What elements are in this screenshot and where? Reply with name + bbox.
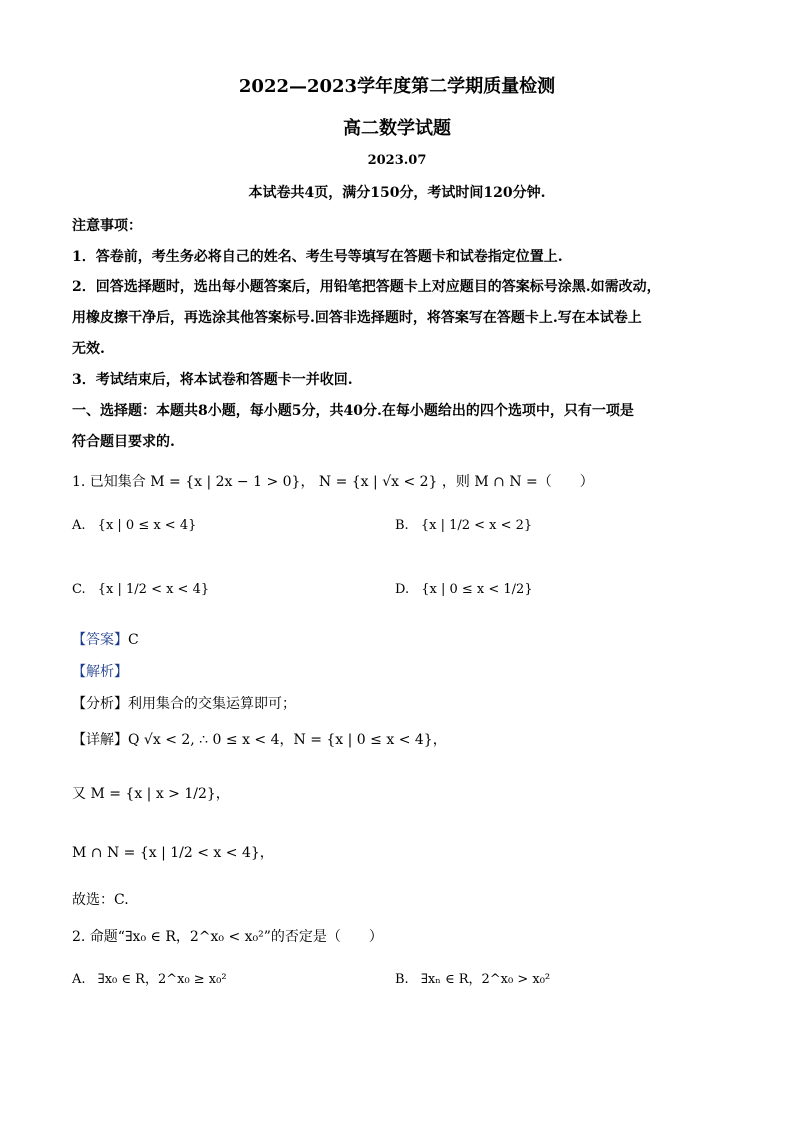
exam-info: 本试卷共4页，满分150分，考试时间120分钟. (248, 185, 546, 201)
option-b-text: {x | 1/2 < x < 2} (420, 518, 533, 533)
detail-line-3: M ∩ N = {x | 1/2 < x < 4}， (72, 845, 274, 861)
option-a-text: {x | 0 ≤ x < 4} (97, 518, 197, 533)
analysis-tag: 【解析】 (72, 664, 128, 680)
question-2-option-b (395, 968, 550, 987)
question-1-option-d (395, 582, 533, 597)
q2-option-a-label: A. (72, 972, 86, 987)
question-1-ask: ，则 M ∩ N =（ ） (441, 474, 594, 490)
question-1-set-m: M = {x | 2x − 1 > 0} (150, 474, 301, 490)
detail-line-1 (72, 729, 447, 749)
detail-conclusion: 故选：C. (72, 892, 129, 908)
section-1-line-1: 一、选择题：本题共8小题，每小题5分，共40分.在每小题给出的四个选项中，只有一项是 (72, 403, 634, 419)
q2-option-b-text: ∃xₙ ∈ R，2^x₀ > x₀² (420, 972, 551, 987)
question-1-option-b (395, 518, 532, 533)
option-b-label: B. (395, 518, 409, 533)
answer-value: C (128, 632, 139, 648)
question-2-stem: 2. 命题“∃x₀ ∈ R，2^x₀ < x₀²”的否定是（ ） (72, 929, 383, 945)
answer-line (72, 629, 139, 649)
notice-item-2-line-1: 2．回答选择题时，选出每小题答案后，用铅笔把答题卡上对应题目的答案标号涂黑.如需改动， (72, 279, 661, 295)
q2-option-b-label: B. (395, 972, 409, 987)
question-1-prefix: 1. 已知集合 (72, 474, 146, 490)
question-1-stem: 1. 已知集合 M = {x | 2x − 1 > 0}， N = {x | √x < 2} ，则 M ∩ N =（ ） (72, 474, 594, 490)
exam-title: 2022—2023学年度第二学期质量检测 (238, 76, 556, 97)
notice-item-2-line-2: 用橡皮擦干净后，再选涂其他答案标号.回答非选择题时，将答案写在答题卡上.写在本试卷上 (72, 310, 642, 326)
q2-option-a-text: ∃x₀ ∈ R，2^x₀ ≥ x₀² (97, 972, 227, 987)
question-1-option-c (72, 582, 209, 597)
option-d-text: {x | 0 ≤ x < 1/2} (421, 582, 533, 597)
option-a-label: A. (72, 518, 86, 533)
option-c-label: C. (72, 582, 86, 597)
notice-heading: 注意事项： (72, 218, 142, 234)
option-c-text: {x | 1/2 < x < 4} (97, 582, 210, 597)
notice-item-2-line-3: 无效. (72, 341, 105, 357)
fenxi-text: 利用集合的交集运算即可； (128, 696, 296, 712)
question-2-option-a (72, 968, 227, 987)
option-d-label: D. (395, 582, 410, 597)
detail-line-2: 又 M = {x | x > 1/2}， (72, 786, 230, 802)
exam-subtitle: 高二数学试题 (343, 118, 451, 139)
fenxi-line (72, 693, 296, 713)
section-1-line-2: 符合题目要求的. (72, 434, 175, 450)
question-1-set-n: N = {x | √x < 2} (318, 474, 438, 490)
exam-date: 2023.07 (367, 153, 427, 168)
answer-tag: 【答案】 (72, 632, 128, 648)
notice-item-1: 1．答卷前，考生务必将自己的姓名、考生号等填写在答题卡和试卷指定位置上. (72, 249, 563, 265)
detail-tag: 【详解】 (72, 732, 128, 748)
notice-item-3: 3．考试结束后，将本试卷和答题卡一并收回. (72, 372, 353, 388)
question-1-option-a (72, 518, 196, 533)
fenxi-tag: 【分析】 (72, 696, 128, 712)
detail-text-1: Q √x < 2, ∴ 0 ≤ x < 4，N = {x | 0 ≤ x < 4}， (128, 732, 447, 748)
